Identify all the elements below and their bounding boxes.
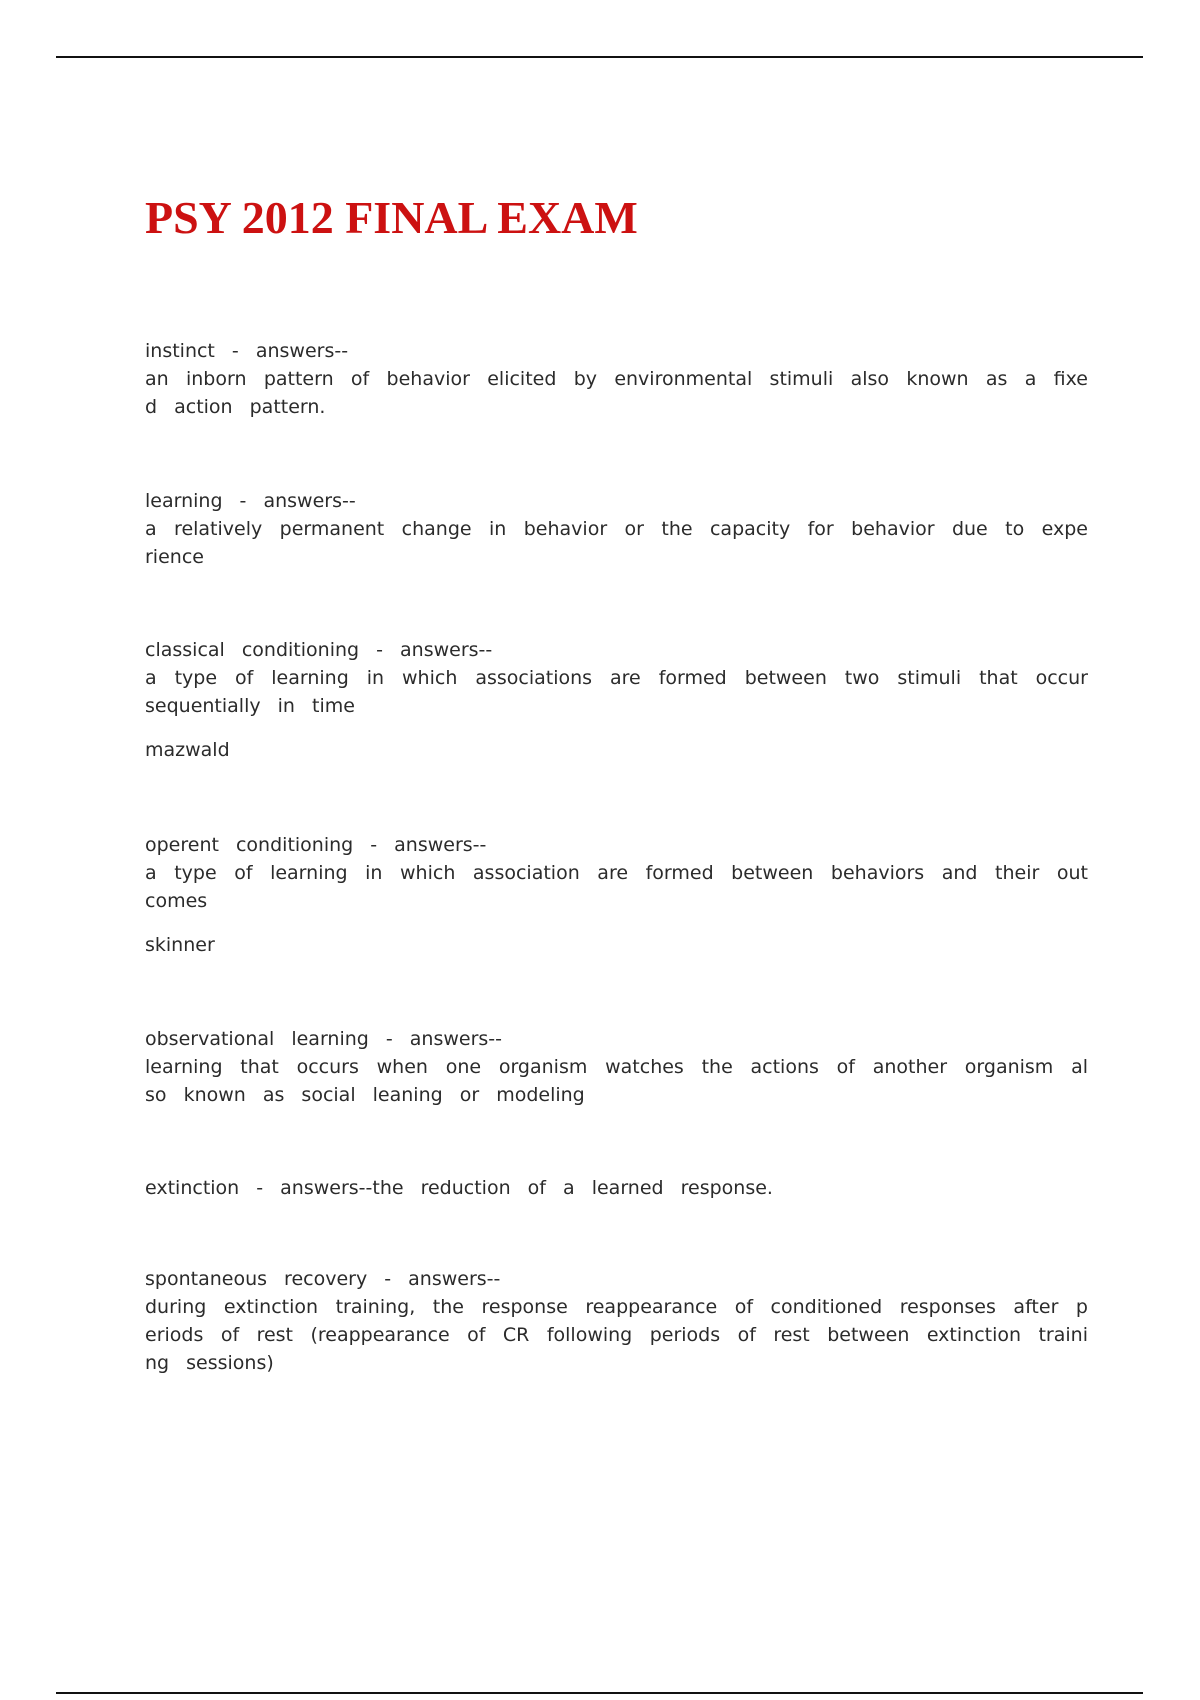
entry-term: operent conditioning - answers-- [145, 834, 487, 856]
entry-definition: a type of learning in which associations are formed between two stimuli that occur sequentially in time [145, 667, 1088, 717]
footer-rule [56, 1692, 1143, 1694]
entry-term: extinction - answers--the reduction of a learned response. [145, 1177, 773, 1199]
flashcard-entry [145, 636, 1088, 764]
page-title: PSY 2012 FINAL EXAM [145, 192, 638, 243]
flashcard-entry [145, 337, 1088, 421]
flashcard-entry [145, 831, 1088, 959]
entry-term: learning - answers-- [145, 490, 356, 512]
entry-term: observational learning - answers-- [145, 1028, 503, 1050]
entry-definition: during extinction training, the response reappearance of conditioned responses after periods of rest (reappearance of CR following periods of rest between extinction training sessions) [145, 1296, 1088, 1374]
entry-term: instinct - answers-- [145, 340, 349, 362]
flashcard-entry [145, 1174, 1088, 1202]
entry-note: skinner [145, 934, 215, 956]
entry-term: spontaneous recovery - answers-- [145, 1268, 501, 1290]
entry-term: classical conditioning - answers-- [145, 639, 493, 661]
entry-definition: an inborn pattern of behavior elicited by environmental stimuli also known as a fixed action pattern. [145, 368, 1088, 418]
entry-definition: a type of learning in which association are formed between behaviors and their outcomes [145, 862, 1088, 912]
flashcard-entry [145, 487, 1088, 571]
entry-definition: learning that occurs when one organism watches the actions of another organism also known as social leaning or modeling [145, 1056, 1088, 1106]
entry-note: mazwald [145, 739, 230, 761]
flashcard-entry [145, 1025, 1088, 1109]
header-rule [56, 56, 1143, 58]
flashcard-entry [145, 1265, 1088, 1377]
entry-definition: a relatively permanent change in behavior or the capacity for behavior due to experience [145, 518, 1088, 568]
